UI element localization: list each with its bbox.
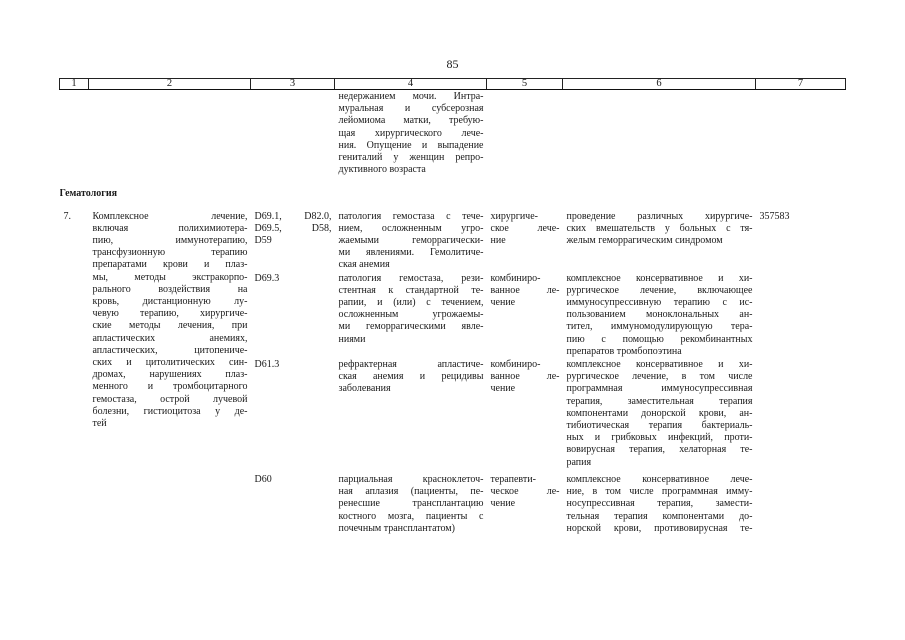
text-line: D69.3 (254, 272, 280, 284)
treatment-type (487, 358, 563, 469)
text-line: компонентами донорской крови, ан- (566, 407, 753, 419)
text-line: ренесшие трансплантацию (338, 498, 484, 510)
text-line: ская анемия (338, 259, 390, 271)
text-line: пию, иммунотерапию, (92, 235, 248, 247)
diagnosis-codes (251, 210, 335, 272)
text-line: апластических, цитопениче- (92, 344, 248, 356)
text-line: терапия, заместительная терапия (566, 395, 753, 407)
patient-model (335, 358, 487, 469)
text-line: ское лече- (490, 222, 560, 234)
text-line: стентная к стандартной те- (338, 284, 484, 296)
text-line: комплексное консервативное и хи- (566, 359, 753, 371)
page-number: 85 (446, 57, 459, 71)
text-line: ских и цитолитических син- (92, 357, 248, 369)
text-line: D59 (254, 235, 272, 247)
text-line: лейомиома матки, требую- (338, 115, 484, 127)
text-line: комплексное консервативное и хи- (566, 272, 753, 284)
section-title: Гематология (59, 188, 117, 200)
text-line: пользованием моноклональных ан- (566, 309, 753, 321)
diagnosis-codes (251, 358, 335, 469)
medical-care-table (59, 78, 846, 535)
text-line: ния. Опущение и выпадение (338, 139, 484, 151)
text-line: ская анемия и рецидивы (338, 371, 484, 383)
text-line: ниями (338, 333, 366, 345)
patient-model (335, 469, 487, 535)
text-line: желым геморрагическим синдромом (566, 235, 723, 247)
treatment-method (563, 210, 756, 272)
text-line: комбиниро- (490, 272, 541, 284)
diagnosis-codes (251, 469, 335, 535)
treatment-method (563, 469, 756, 535)
text-line: ческое ле- (490, 486, 560, 498)
text-line: тибиотическая терапия бактериаль- (566, 420, 753, 432)
method-description (89, 210, 251, 535)
column-header: 2 (89, 79, 251, 90)
text-line: тител, иммуномодулирующую тера- (566, 321, 753, 333)
text-line: включая полихимиотера- (92, 222, 248, 234)
text-line: ная аплазия (пациенты, пе- (338, 486, 484, 498)
text-line: носупрессивная терапия, замести- (566, 498, 753, 510)
text-line: гемостаза, острой лучевой (92, 393, 248, 405)
text-line: рефрактерная апластиче- (338, 359, 484, 371)
text-line: D61.3 (254, 359, 280, 371)
text-line: D69.1, D82.0, (254, 210, 332, 222)
column-header: 1 (60, 79, 89, 90)
text-line: рапии, и (или) с течением, (338, 297, 484, 309)
text-line: ных и грибковых инфекций, проти- (566, 432, 753, 444)
text-line: патология гемостаза с тече- (338, 210, 484, 222)
text-line: менного и тромбоцитарного (92, 381, 248, 393)
text-line: кровь, дистанционную лу- (92, 296, 248, 308)
text-line: ские методы лечения, при (92, 320, 248, 332)
text-line: иммуносупрессивную терапию с ис- (566, 297, 753, 309)
text-line: рургическое лечение, в том числе (566, 371, 753, 383)
text-line: рапия (566, 456, 592, 468)
column-header: 6 (563, 79, 756, 90)
text-line: ние, в том числе программная имму- (566, 486, 753, 498)
column-header: 3 (251, 79, 335, 90)
text-line: тей (92, 418, 107, 430)
text-line: препаратов тромбопоэтина (566, 345, 682, 357)
text-line: парциальная красноклеточ- (338, 473, 484, 485)
diagnosis-codes (251, 272, 335, 358)
text-line: чение (490, 498, 516, 510)
text-line: апластических анемиях, (92, 332, 248, 344)
column-header: 5 (487, 79, 563, 90)
text-line: мы, методы экстракорпо- (92, 271, 248, 283)
table-row (60, 210, 846, 272)
text-line: рального воздействия на (92, 283, 248, 295)
text-line: хирургиче- (490, 210, 538, 222)
text-line: болезни, гистиоцитоза у де- (92, 405, 248, 417)
cost-value: 357583 (759, 210, 790, 222)
text-line: вовирусная терапия, хелаторная те- (566, 444, 753, 456)
text-line: трансфузионную терапию (92, 247, 248, 259)
text-line: Комплексное лечение, (92, 210, 248, 222)
text-line: дуктивного возраста (338, 164, 426, 176)
text-line: чевую терапию, хирургиче- (92, 308, 248, 320)
text-line: ми явлениями. Гемолитиче- (338, 247, 484, 259)
text-line: норской крови, противовирусная те- (566, 522, 753, 534)
section-row (60, 176, 846, 209)
text-line: почечным трансплантатом) (338, 522, 455, 534)
treatment-type (487, 210, 563, 272)
continuation-description (335, 90, 487, 177)
treatment-method (563, 272, 756, 358)
text-line: осложненным угрожаемы- (338, 309, 484, 321)
text-line: ванное ле- (490, 371, 560, 383)
text-line: недержанием мочи. Интра- (338, 91, 484, 102)
text-line: ских вмешательств у больных с тя- (566, 222, 753, 234)
text-line: заболевания (338, 383, 391, 395)
treatment-type (487, 469, 563, 535)
continuation-row (60, 90, 846, 177)
patient-model (335, 272, 487, 358)
text-line: муральная и субсерозная (338, 103, 484, 115)
text-line: комплексное консервативное лече- (566, 473, 753, 485)
text-line: тельная терапия компонентами до- (566, 510, 753, 522)
text-line: пию с помощью рекомбинантных (566, 333, 753, 345)
text-line: D69.5, D58, (254, 222, 332, 234)
treatment-method (563, 358, 756, 469)
patient-model (335, 210, 487, 272)
text-line: дромах, нарушениях плаз- (92, 369, 248, 381)
text-line: костного мозга, пациенты с (338, 510, 484, 522)
text-line: рургическое лечение, включающее (566, 284, 753, 296)
text-line: D60 (254, 473, 272, 485)
text-line: проведение различных хирургиче- (566, 210, 753, 222)
text-line: чение (490, 297, 516, 309)
text-line: нием, осложненным угро- (338, 222, 484, 234)
text-line: ми геморрагическими явле- (338, 321, 484, 333)
text-line: патология гемостаза, рези- (338, 272, 484, 284)
column-header: 4 (335, 79, 487, 90)
text-line: комбиниро- (490, 359, 541, 371)
text-line: гениталий у женщин репро- (338, 152, 484, 164)
text-line: жаемыми геморрагически- (338, 235, 484, 247)
text-line: ванное ле- (490, 284, 560, 296)
text-line: чение (490, 383, 516, 395)
entry-number: 7. (63, 210, 71, 222)
text-line: щая хирургического лече- (338, 127, 484, 139)
column-header: 7 (756, 79, 846, 90)
text-line: терапевти- (490, 473, 536, 485)
column-number-row (60, 79, 846, 90)
text-line: препаратами крови и плаз- (92, 259, 248, 271)
text-line: ние (490, 235, 506, 247)
treatment-type (487, 272, 563, 358)
text-line: программная иммуносупрессивная (566, 383, 753, 395)
